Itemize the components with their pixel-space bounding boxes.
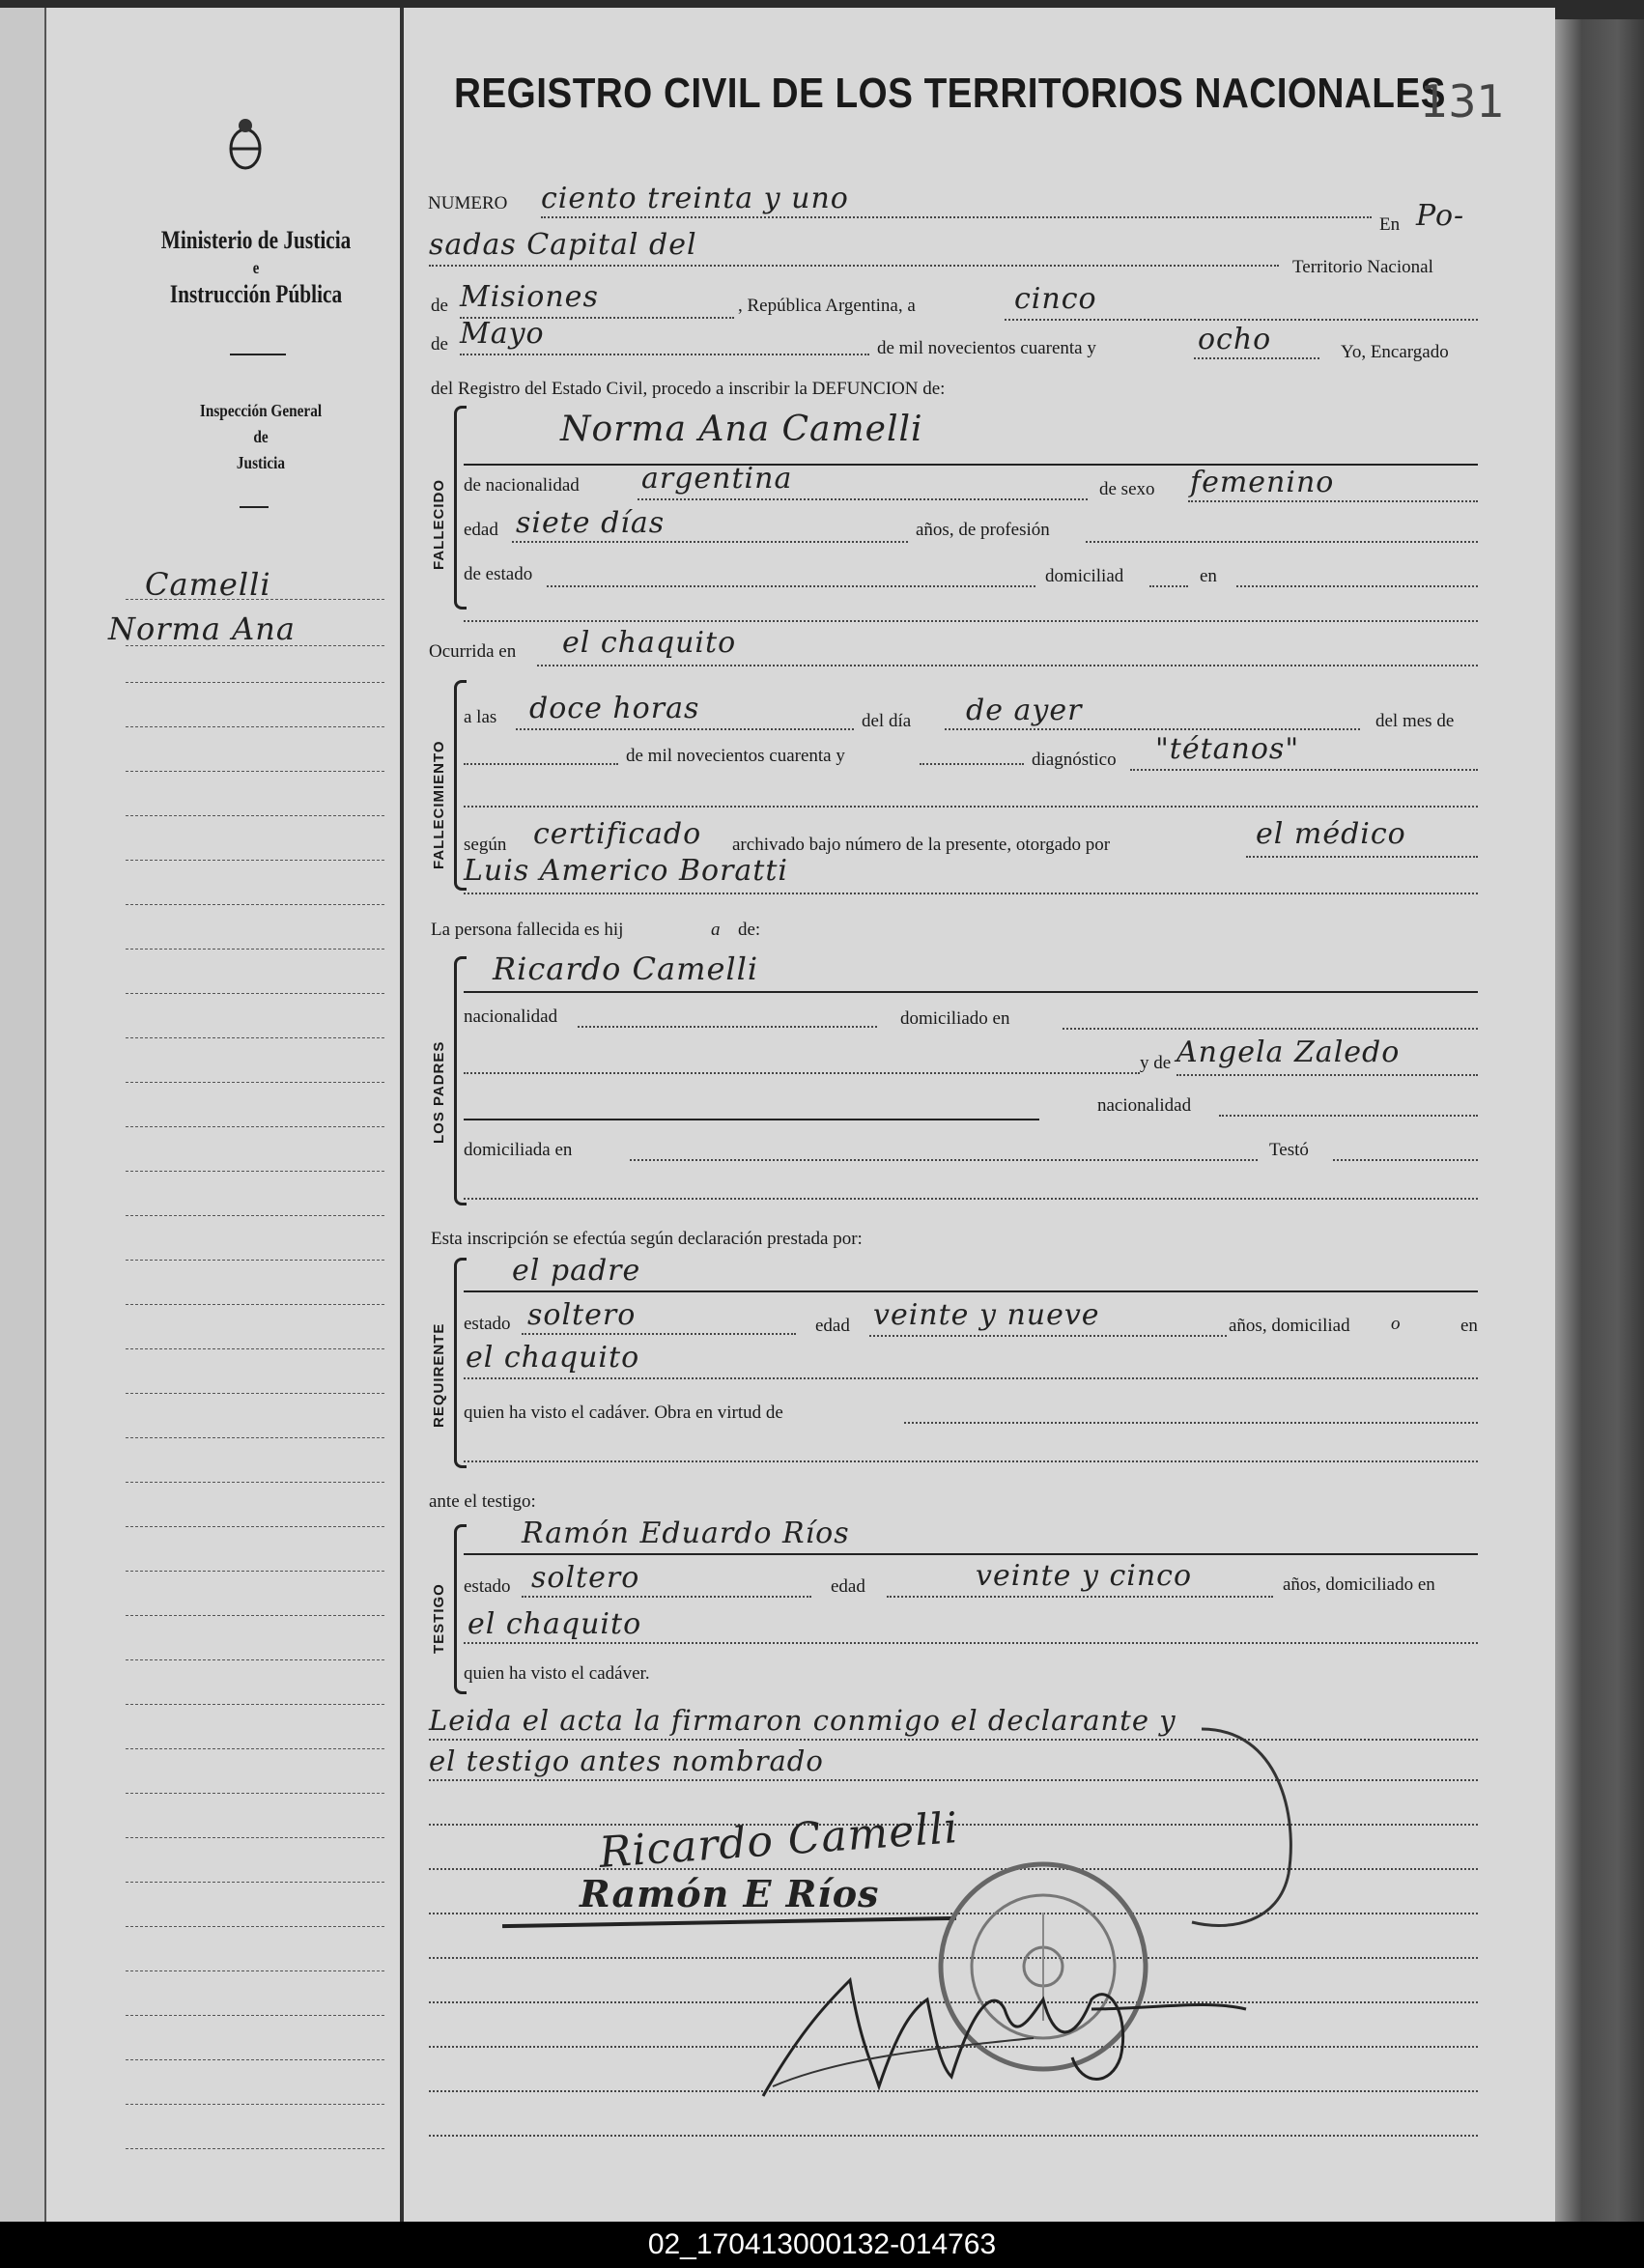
numero-line (541, 216, 1372, 218)
territory-value: Misiones (460, 280, 599, 314)
testigo-section-label: TESTIGO (431, 1583, 447, 1654)
encargado-label: Yo, Encargado (1341, 342, 1449, 362)
de2-label: de (431, 334, 448, 354)
nacionalidad-padre-label: nacionalidad (464, 1006, 558, 1027)
testigo-name-line (464, 1553, 1478, 1555)
de-label: de (431, 296, 448, 316)
nacionalidad-label: de nacionalidad (464, 475, 580, 496)
domiciliado-label: domiciliad (1045, 566, 1124, 586)
testigo-edad-value: veinte y cinco (976, 1559, 1193, 1593)
requirente-domicilio-value: el chaquito (466, 1341, 640, 1375)
ministry-line-3: Instrucción Pública (169, 280, 343, 308)
padres-intro-end: de: (738, 920, 761, 940)
padres-extra-line (464, 1198, 1478, 1200)
testigo-anos-label: años, domiciliado en (1283, 1574, 1435, 1595)
coat-of-arms-emblem (228, 116, 263, 176)
signature-ramon: Ramón E Ríos (580, 1872, 880, 1915)
domiciliado-padre-line (1063, 1028, 1478, 1030)
ocurrida-label: Ocurrida en (429, 641, 517, 662)
file-id-footer: 02_170413000132-014763 (0, 2222, 1644, 2268)
requirente-en-label: en (1460, 1316, 1478, 1336)
inspection-line-3: Justicia (236, 453, 286, 472)
horas-label: a las (464, 707, 497, 727)
en-label: En (1379, 214, 1401, 235)
domiciliada-label: domiciliada en (464, 1140, 573, 1160)
sexo-line (1188, 500, 1478, 502)
testigo-cadaver-label: quien ha visto el cadáver. (464, 1663, 650, 1684)
deceased-name: Norma Ana Camelli (560, 410, 923, 449)
archivado-label: archivado bajo número de la presente, otorgado por (732, 835, 1111, 855)
requirente-cadaver-line (904, 1422, 1478, 1424)
dia-line (945, 728, 1360, 730)
domiciliado-padre-label: domiciliado en (900, 1008, 1010, 1029)
closing-line-1: Leida el acta la firmaron conmigo el declarante y (429, 1704, 1176, 1737)
testigo-edad-label: edad (831, 1576, 865, 1597)
republica-label: , República Argentina, a (738, 296, 916, 316)
fallecido-en-label: en (1200, 566, 1217, 586)
numero-value: ciento treinta y uno (541, 182, 849, 215)
signature-ricardo: Ricardo Camelli (597, 1803, 960, 1878)
registro-text: del Registro del Estado Civil, procedo a inscribir la DEFUNCION de: (431, 379, 946, 399)
margin-bracket-mark (1173, 1719, 1308, 1942)
horas-line (516, 728, 854, 730)
testigo-estado-line (522, 1596, 811, 1598)
mes-line (464, 763, 618, 765)
diagnostico-line (1130, 769, 1478, 771)
fallecido-extra-line (464, 620, 1478, 622)
closing-line-1-rule (429, 1739, 1478, 1741)
year-line (1194, 357, 1319, 359)
diagnostico-label: diagnóstico (1032, 750, 1117, 770)
fallecido-en-line (1236, 585, 1478, 587)
testigo-domicilio-line (464, 1642, 1478, 1644)
nacionalidad-line (638, 498, 1088, 500)
ocurrida-line (537, 665, 1478, 666)
edad-label: edad (464, 520, 498, 540)
register-title: REGISTRO CIVIL DE LOS TERRITORIOS NACIONALES (454, 70, 1446, 117)
requirente-estado-value: soltero (527, 1298, 637, 1332)
diagnostico-value: "tétanos" (1155, 732, 1300, 766)
left-page-edge (0, 8, 46, 2222)
requirente-cadaver-label: quien ha visto el cadáver. Obra en virtud de (464, 1403, 783, 1423)
fallecimiento-section-label: FALLECIMIENTO (431, 740, 447, 869)
testigo-estado-label: estado (464, 1576, 511, 1597)
fallecido-section-label: FALLECIDO (431, 479, 447, 570)
month-line (460, 354, 869, 355)
sexo-value: femenino (1190, 466, 1335, 499)
domiciliada-line (630, 1159, 1258, 1161)
mother-extra-line (464, 1119, 1039, 1120)
father-name: Ricardo Camelli (493, 950, 759, 987)
testigo-estado-value: soltero (531, 1561, 640, 1595)
edad-value: siete días (516, 506, 666, 540)
anio-label: de mil novecientos cuarenta y (626, 746, 845, 766)
nacionalidad-padre-line (578, 1026, 877, 1028)
horas-value: doce horas (529, 692, 700, 725)
requirente-estado-label: estado (464, 1314, 511, 1334)
nacionalidad-value: argentina (641, 462, 793, 496)
ministry-line-2: e (252, 258, 260, 277)
inspection-line-1: Inspección General (199, 401, 323, 420)
ocurrida-value: el chaquito (562, 626, 737, 660)
mes-label: del mes de (1375, 711, 1455, 731)
father-name-line (464, 991, 1478, 993)
day-value: cinco (1014, 282, 1097, 316)
estado-label: de estado (464, 564, 533, 584)
y-de-label: y de (1140, 1053, 1172, 1073)
otorgado-value: el médico (1256, 817, 1406, 851)
padre-extra-line (464, 1072, 1140, 1074)
nacionalidad-madre-label: nacionalidad (1097, 1095, 1192, 1116)
requirente-name: el padre (512, 1254, 641, 1288)
requirente-estado-line (522, 1333, 796, 1335)
inspection-rule (240, 506, 269, 508)
medico-line (464, 893, 1478, 894)
day-line (1005, 319, 1478, 321)
padres-intro-suffix: a (711, 920, 721, 940)
requirente-domicilio-line (464, 1377, 1478, 1379)
page-number: 131 (1420, 75, 1505, 128)
margin-given-names: Norma Ana (108, 610, 296, 647)
closing-line-2: el testigo antes nombrado (429, 1744, 824, 1777)
territorio-label: Territorio Nacional (1292, 257, 1433, 277)
requirente-edad-label: edad (815, 1316, 850, 1336)
requirente-edad-line (869, 1335, 1227, 1337)
requirente-extra-line (464, 1460, 1478, 1462)
dia-value: de ayer (966, 694, 1083, 727)
place-line (429, 265, 1279, 267)
inspection-line-2: de (253, 427, 269, 446)
profesion-line (1086, 541, 1478, 543)
year-label: de mil novecientos cuarenta y (877, 338, 1096, 358)
en-value: Po- (1416, 199, 1465, 233)
mother-name: Angela Zaledo (1176, 1035, 1401, 1069)
margin-divider (400, 8, 404, 2222)
segun-value: certificado (533, 817, 702, 851)
margin-surname: Camelli (145, 566, 271, 603)
testigo-edad-line (887, 1596, 1273, 1598)
ministry-line-1: Ministerio de Justicia (160, 226, 352, 254)
medico-value: Luis Americo Boratti (464, 854, 789, 888)
requirente-name-line (464, 1290, 1478, 1292)
numero-label: NUMERO (428, 193, 508, 213)
domiciliado-suffix-line (1149, 585, 1188, 587)
edad-line (512, 541, 908, 543)
mother-name-line (1176, 1074, 1478, 1076)
testo-line (1333, 1159, 1478, 1161)
year-value: ocho (1198, 323, 1272, 356)
closing-line-2-rule (429, 1779, 1478, 1781)
anio-line (920, 763, 1024, 765)
fallecimiento-extra-line-1 (464, 806, 1478, 808)
segun-label: según (464, 835, 507, 855)
requirente-anos-suffix: o (1391, 1314, 1401, 1334)
otorgado-line (1246, 856, 1478, 858)
requirente-intro-label: Esta inscripción se efectúa según declaración prestada por: (431, 1229, 863, 1249)
place-value: sadas Capital del (429, 228, 697, 262)
padres-bracket (454, 956, 467, 1205)
book-binding (1555, 19, 1644, 2222)
padres-intro-label: La persona fallecida es hij (431, 920, 624, 940)
dia-label: del día (862, 711, 912, 731)
estado-line (547, 585, 1035, 587)
testo-label: Testó (1269, 1140, 1309, 1160)
testigo-name: Ramón Eduardo Ríos (522, 1517, 850, 1550)
ministry-rule (230, 354, 286, 355)
registrar-signature (744, 1942, 1265, 2115)
sexo-label: de sexo (1099, 479, 1155, 499)
requirente-section-label: REQUIRENTE (431, 1322, 447, 1428)
testigo-intro-label: ante el testigo: (429, 1491, 536, 1512)
requirente-edad-value: veinte y nueve (873, 1298, 1100, 1332)
requirente-anos-label: años, domiciliad (1229, 1316, 1350, 1336)
anos-profesion-label: años, de profesión (916, 520, 1050, 540)
testigo-domicilio-value: el chaquito (468, 1607, 642, 1641)
padres-section-label: LOS PADRES (431, 1040, 447, 1144)
month-value: Mayo (460, 317, 545, 351)
nacionalidad-madre-line (1219, 1115, 1478, 1117)
